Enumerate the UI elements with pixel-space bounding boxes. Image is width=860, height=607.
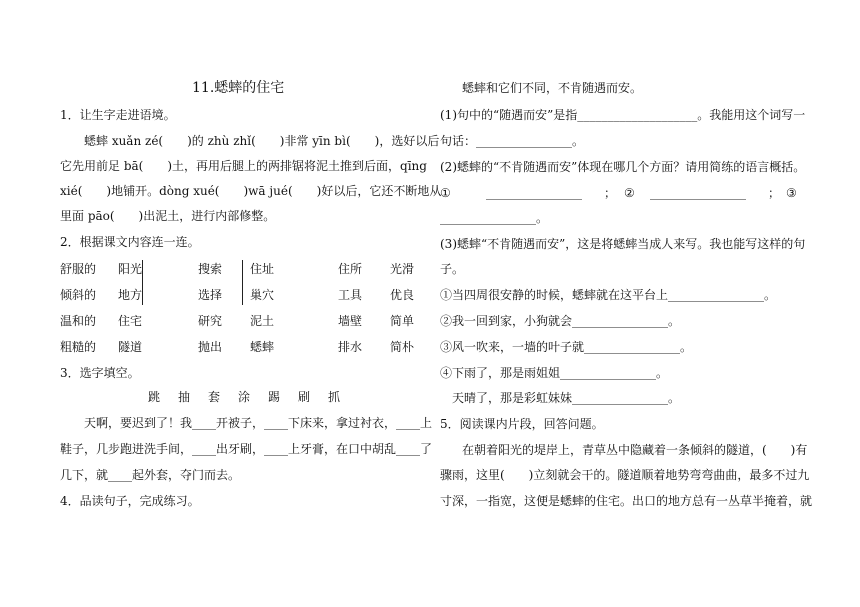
- bracket-line: [242, 260, 243, 305]
- p3-item: 天晴了，那是彩虹妹妹________________。: [452, 391, 681, 405]
- match-word: 光滑: [390, 262, 415, 276]
- match-word: 简单: [390, 314, 415, 328]
- p2-row-item: ①: [440, 186, 451, 200]
- p2-row-item: ________________: [650, 186, 746, 200]
- match-word: 粗糙的: [60, 340, 97, 354]
- match-word: 住宅: [118, 314, 143, 328]
- match-word: 住址: [250, 262, 275, 276]
- match-word: 排水: [338, 340, 363, 354]
- match-word: 地方: [118, 288, 143, 302]
- match-word: 倾斜的: [60, 288, 97, 302]
- q5-heading: 5．阅读课内片段，回答问题。: [440, 417, 604, 431]
- choice-char: 跳: [148, 390, 161, 404]
- p1-line: (1)句中的“随遇而安”是指____________________。我能用这个词写一: [440, 108, 806, 122]
- choice-char: 套: [208, 390, 221, 404]
- q2-heading: 2．根据课文内容连一连。: [60, 235, 200, 249]
- match-word: 简朴: [390, 340, 415, 354]
- match-word: 阳光: [118, 262, 143, 276]
- q3-heading: 3．选字填空。: [60, 366, 140, 380]
- q3-line: 鞋子，几步跑进洗手间，____出牙刷，____上牙膏，在口中胡乱____了: [60, 442, 433, 456]
- match-word: 选择: [198, 288, 223, 302]
- p2-line: ________________。: [440, 211, 549, 225]
- p3-line: 子。: [440, 262, 465, 276]
- q5-line: 骤雨，这里( )立刻就会干的。隧道顺着地势弯弯曲曲，最多不过九: [440, 468, 810, 482]
- choice-char: 抓: [328, 390, 341, 404]
- p3-item: ②我一回到家，小狗就会________________。: [440, 314, 681, 328]
- match-word: 优良: [390, 288, 415, 302]
- match-word: 住所: [338, 262, 363, 276]
- p3-line: (3)蟋蟀“不肯随遇而安”，这是将蟋蟀当成人来写。我也能写这样的句: [440, 237, 806, 251]
- match-word: 蟋蟀: [250, 340, 275, 354]
- q1-line: 它先用前足 bā( )土，再用后腿上的两排锯将泥土推到后面，qīng: [60, 159, 427, 173]
- q5-line: 在朝着阳光的堤岸上，青草丛中隐藏着一条倾斜的隧道，( )有: [462, 443, 808, 457]
- match-word: 温和的: [60, 314, 97, 328]
- quote-sentence: 蟋蟀和它们不同，不肯随遇而安。: [462, 81, 643, 95]
- p2-row-item: ________________: [486, 186, 582, 200]
- choice-char: 涂: [238, 390, 251, 404]
- p3-item: ①当四周很安静的时候，蟋蟀就在这平台上________________。: [440, 288, 777, 302]
- p2-line: (2)蟋蟀的“不肯随遇而安”体现在哪几个方面？请用简练的语言概括。: [440, 160, 806, 174]
- p2-row-item: ②: [624, 186, 635, 200]
- p3-item: ④下雨了，那是雨姐姐________________。: [440, 366, 669, 380]
- match-word: 搜索: [198, 262, 223, 276]
- match-word: 研究: [198, 314, 223, 328]
- choice-char: 抽: [178, 390, 191, 404]
- p3-item: ③风一吹来，一墙的叶子就________________。: [440, 340, 693, 354]
- choice-char: 踢: [268, 390, 281, 404]
- match-word: 抛出: [198, 340, 223, 354]
- q3-line: 天啊，要迟到了！我____开被子，____下床来，拿过衬衣，____上: [84, 416, 433, 430]
- q1-heading: 1．让生字走进语境。: [60, 108, 176, 122]
- q4-heading: 4．品读句子，完成练习。: [60, 494, 200, 508]
- q1-line: xié( )地铺开。dòng xué( )wā jué( )好以后，它还不断地从: [60, 184, 442, 198]
- q3-line: 几下，就____起外套，夺门而去。: [60, 468, 241, 482]
- lesson-title: 11.蟋蟀的住宅: [192, 80, 285, 96]
- match-word: 舒服的: [60, 262, 97, 276]
- match-word: 墙壁: [338, 314, 363, 328]
- choice-char: 刷: [298, 390, 311, 404]
- q1-line: 蟋蟀 xuǎn zé( )的 zhù zhǐ( )非常 yīn bì( )，选好以后: [84, 134, 440, 148]
- match-word: 隧道: [118, 340, 143, 354]
- q5-line: 寸深，一指宽，这便是蟋蟀的住宅。出口的地方总有一丛草半掩着，就: [440, 494, 813, 508]
- bracket-line: [142, 260, 143, 305]
- match-word: 工具: [338, 288, 363, 302]
- match-word: 巢穴: [250, 288, 275, 302]
- p2-row-item: ；: [768, 186, 781, 200]
- p2-row-item: ；: [604, 186, 617, 200]
- match-word: 泥土: [250, 314, 275, 328]
- p1-line: 句话：________________。: [440, 134, 585, 148]
- q1-line: 里面 pāo( )出泥土，进行内部修整。: [60, 209, 276, 223]
- p2-row-item: ③: [786, 186, 797, 200]
